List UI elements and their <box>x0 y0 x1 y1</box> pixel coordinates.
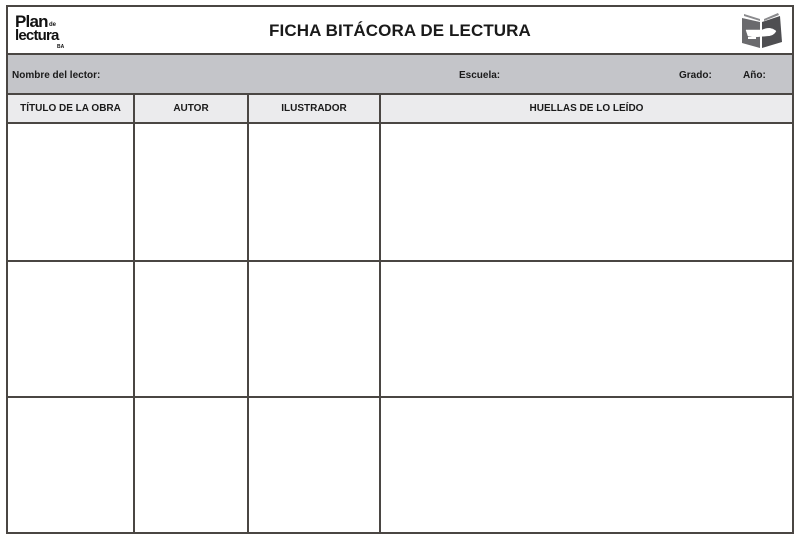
table-cell-author-1[interactable] <box>135 126 247 260</box>
logo-text-plan: Plan <box>15 12 48 31</box>
logo-text-lectura: lectura <box>15 27 59 44</box>
reader-name-label: Nombre del lector: <box>12 70 101 81</box>
column-header-title: TÍTULO DE LA OBRA <box>20 103 121 114</box>
table-cell-author-3[interactable] <box>135 398 247 532</box>
table-cell-illustrator-1[interactable] <box>249 126 379 260</box>
page-title: FICHA BITÁCORA DE LECTURA <box>269 21 531 40</box>
year-label: Año: <box>743 70 766 81</box>
column-header-reading-traces: HUELLAS DE LO LEÍDO <box>529 103 644 114</box>
table-cell-author-2[interactable] <box>135 262 247 396</box>
table-column-header <box>8 95 792 124</box>
column-header-author: AUTOR <box>173 103 209 114</box>
table-cell-illustrator-3[interactable] <box>249 398 379 532</box>
table-cell-title-3[interactable] <box>8 398 133 532</box>
table-cell-title-1[interactable] <box>8 126 133 260</box>
grade-label: Grado: <box>679 70 712 81</box>
logo-text-ba: BA <box>57 44 65 50</box>
school-label: Escuela: <box>459 70 501 81</box>
logo-text-de: de <box>49 22 57 28</box>
table-cell-illustrator-2[interactable] <box>249 262 379 396</box>
table-cell-title-2[interactable] <box>8 262 133 396</box>
reading-log-sheet <box>6 5 794 534</box>
table-cell-reading-traces-1[interactable] <box>381 126 792 260</box>
reader-info-band <box>8 55 792 95</box>
table-cell-reading-traces-2[interactable] <box>381 262 792 396</box>
table-cell-reading-traces-3[interactable] <box>381 398 792 532</box>
column-header-illustrator: ILUSTRADOR <box>281 103 347 114</box>
sheet-header <box>8 7 792 55</box>
book-with-hand-icon <box>740 12 784 50</box>
